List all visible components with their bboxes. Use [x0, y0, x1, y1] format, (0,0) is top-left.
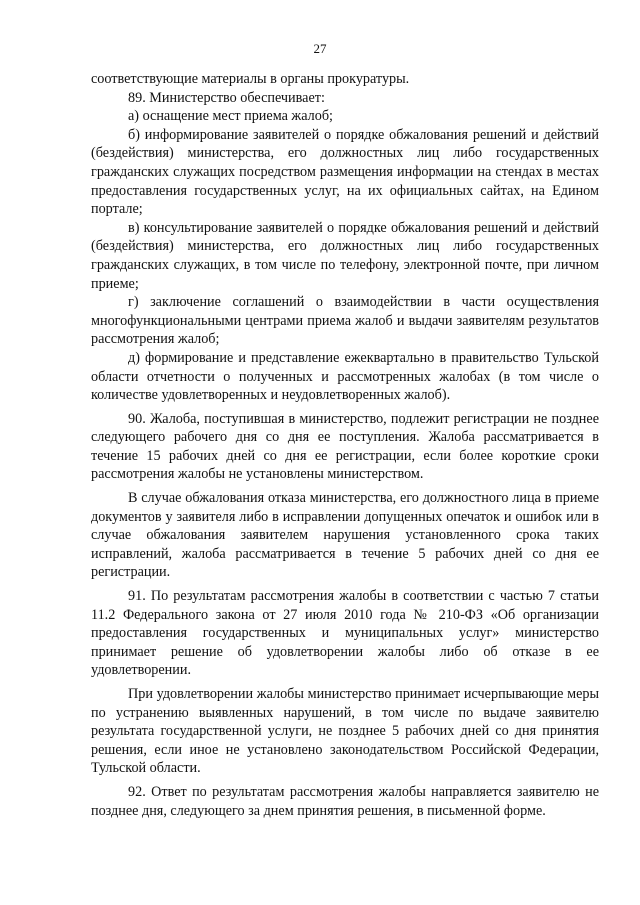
document-body — [91, 70, 599, 820]
paragraph-89-v: в) консультирование заявителей о порядке обжалования решений и действий (бездействия) министерства, его должностных лиц либо государственных гражданских служащих, в том числе по телефону, электронной почте, при личном приеме; — [91, 219, 599, 292]
paragraph-89-b: б) информирование заявителей о порядке обжалования решений и действий (бездействия) министерства, его должностных лиц либо государственных гражданских служащих посредством размещения информации на стендах в местах предоставления государственных услуг, на их официальных сайтах, на Едином портале; — [91, 126, 599, 218]
paragraph-89-g: г) заключение соглашений о взаимодействии в части осуществления многофункциональными центрами приема жалоб и выдачи заявителям результатов рассмотрения жалоб; — [91, 294, 599, 348]
paragraph-89-a: а) оснащение мест приема жалоб; — [128, 108, 333, 125]
paragraph-89-d: д) формирование и представление ежеквартально в правительство Тульской области отчетности о полученных и рассмотренных жалобах (в том числе о количестве удовлетворенных и неудовлетворенных жалоб). — [91, 349, 599, 404]
paragraph-89-heading: 89. Министерство обеспечивает: — [128, 89, 325, 106]
paragraph-continuation: соответствующие материалы в органы прокуратуры. — [91, 71, 410, 87]
paragraph-90: 90. Жалоба, поступившая в министерство, подлежит регистрации не позднее следующего рабочего дня со дня ее поступления. Жалоба рассматривается в течение 15 рабочих дней со дня ее регистрации, если более короткие сроки рассмотрения жалобы не установлены министерством. — [91, 410, 599, 483]
page-number: 27 — [313, 41, 327, 56]
paragraph-92: 92. Ответ по результатам рассмотрения жалобы направляется заявителю не позднее дня, следующего за днем принятия решения, в письменной форме. — [91, 783, 599, 819]
paragraph-91: 91. По результатам рассмотрения жалобы в соответствии с частью 7 статьи 11.2 Федерального закона от 27 июля 2010 года № 210-ФЗ «Об организации предоставления государственных и муниципальных услуг» министерство принимает решение об удовлетворении жалобы либо об отказе в ее удовлетворении. — [91, 588, 599, 679]
paragraph-90-refusal: В случае обжалования отказа министерства, его должностного лица в приеме документов у заявителя либо в исправлении допущенных опечаток и ошибок или в случае обжалования заявителем нарушения установленного срока таких исправлений, жалоба рассматривается в течение 5 рабочих дней со дня ее регистрации. — [91, 490, 599, 581]
paragraph-91-satisfaction: При удовлетворении жалобы министерство принимает исчерпывающие меры по устранению выявленных нарушений, в том числе по выдаче заявителю результата государственной услуги, не позднее 5 рабочих дней со дня принятия решения, если иное не установлено законодательством Российской Федерации, Тульской области. — [91, 686, 599, 777]
